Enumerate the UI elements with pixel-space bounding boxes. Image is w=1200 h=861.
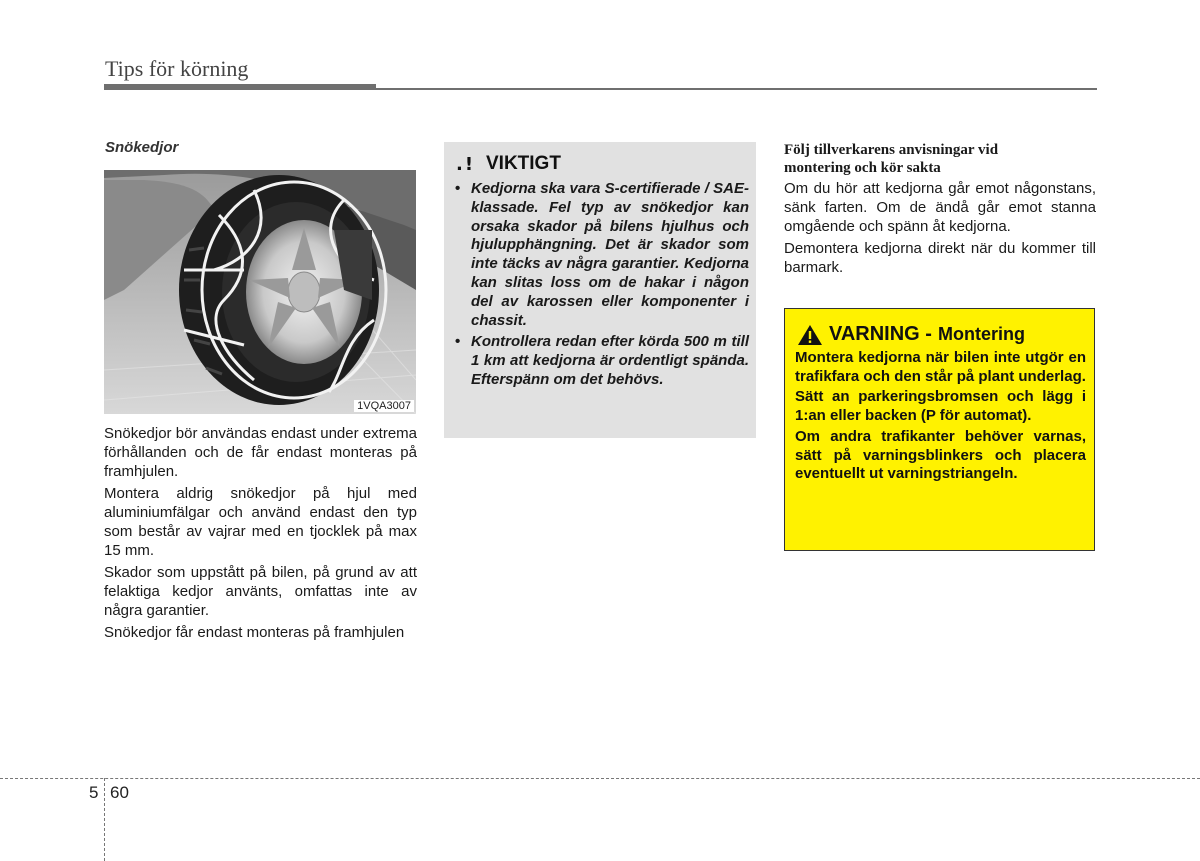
chapter-number: 5: [89, 783, 99, 802]
notice-title: VIKTIGT: [486, 153, 561, 174]
section-heading: Snökedjor: [105, 139, 179, 156]
notice-item: • Kontrollera redan efter körda 500 m till 1 km att kedjorna är ordentligt spända. Efterspänn om det behövs.: [453, 333, 749, 389]
warning-paragraph: Om andra trafikanter behöver varnas, sätt på varningsblinkers och placera eventuellt ut varningstriangeln.: [795, 427, 1086, 483]
notice-list: [453, 180, 749, 393]
paragraph: Snökedjor får endast monteras på framhjulen: [104, 624, 405, 641]
footer-divider: [104, 778, 105, 861]
paragraph: Snökedjor bör användas endast under extrema förhållanden och de får endast monteras på framhjulen.: [104, 425, 417, 480]
warning-box: [784, 308, 1095, 551]
instruction-heading: Följ tillverkarens anvisningar vid montering och kör sakta: [784, 142, 999, 176]
notice-header: [456, 152, 561, 176]
warning-title: VARNING -: [829, 323, 932, 345]
paragraph: Demontera kedjorna direkt när du kommer till barmark.: [784, 240, 1096, 276]
paragraph: Skador som uppstått på bilen, på grund av att felaktiga kedjor använts, omfattas inte av några garantier.: [104, 564, 417, 619]
paragraph: Montera aldrig snökedjor på hjul med aluminiumfälgar och använd endast den typ som består av vajrar med en tjocklek på max 15 mm.: [104, 485, 417, 559]
warning-paragraph: Montera kedjorna när bilen inte utgör en trafikfara och den står på plant underlag.: [795, 349, 1086, 385]
footer-rule: [0, 778, 1200, 779]
header-rule: [104, 88, 1097, 90]
snow-chain-figure: [104, 170, 416, 414]
warning-triangle-icon: [797, 324, 823, 346]
warning-subtitle: Montering: [937, 324, 1025, 344]
left-column-text: [104, 424, 417, 645]
page-number: 60: [110, 783, 129, 802]
warning-header: [797, 323, 1025, 346]
warning-paragraph: Sätt an parkeringsbromsen och lägg i 1:an eller backen (P för automat).: [795, 388, 1086, 425]
figure-code: 1VQA3007: [354, 400, 414, 412]
paragraph: Om du hör att kedjorna går emot någonstans, sänk farten. Om de ändå går emot stanna omgående och spänn åt kedjorna.: [784, 180, 1096, 235]
notice-item: • Kedjorna ska vara S-certifierade / SAE-klassade. Fel typ av snökedjor kan orsaka skador på bilens hjulhus och hjulupphängning. Det är skador som inte täcks av några garantier. Kedjorna kan slitas loss om de hakar i någon del av karossen eller komponenter i chassit.: [453, 180, 749, 330]
exclamation-icon: .!: [456, 153, 476, 175]
page-header-title: Tips för körning: [105, 56, 249, 81]
right-column-text: [784, 179, 1096, 280]
warning-text: [795, 349, 1086, 486]
important-notice-box: [444, 142, 756, 438]
tire-with-snow-chain-illustration: [104, 170, 416, 414]
